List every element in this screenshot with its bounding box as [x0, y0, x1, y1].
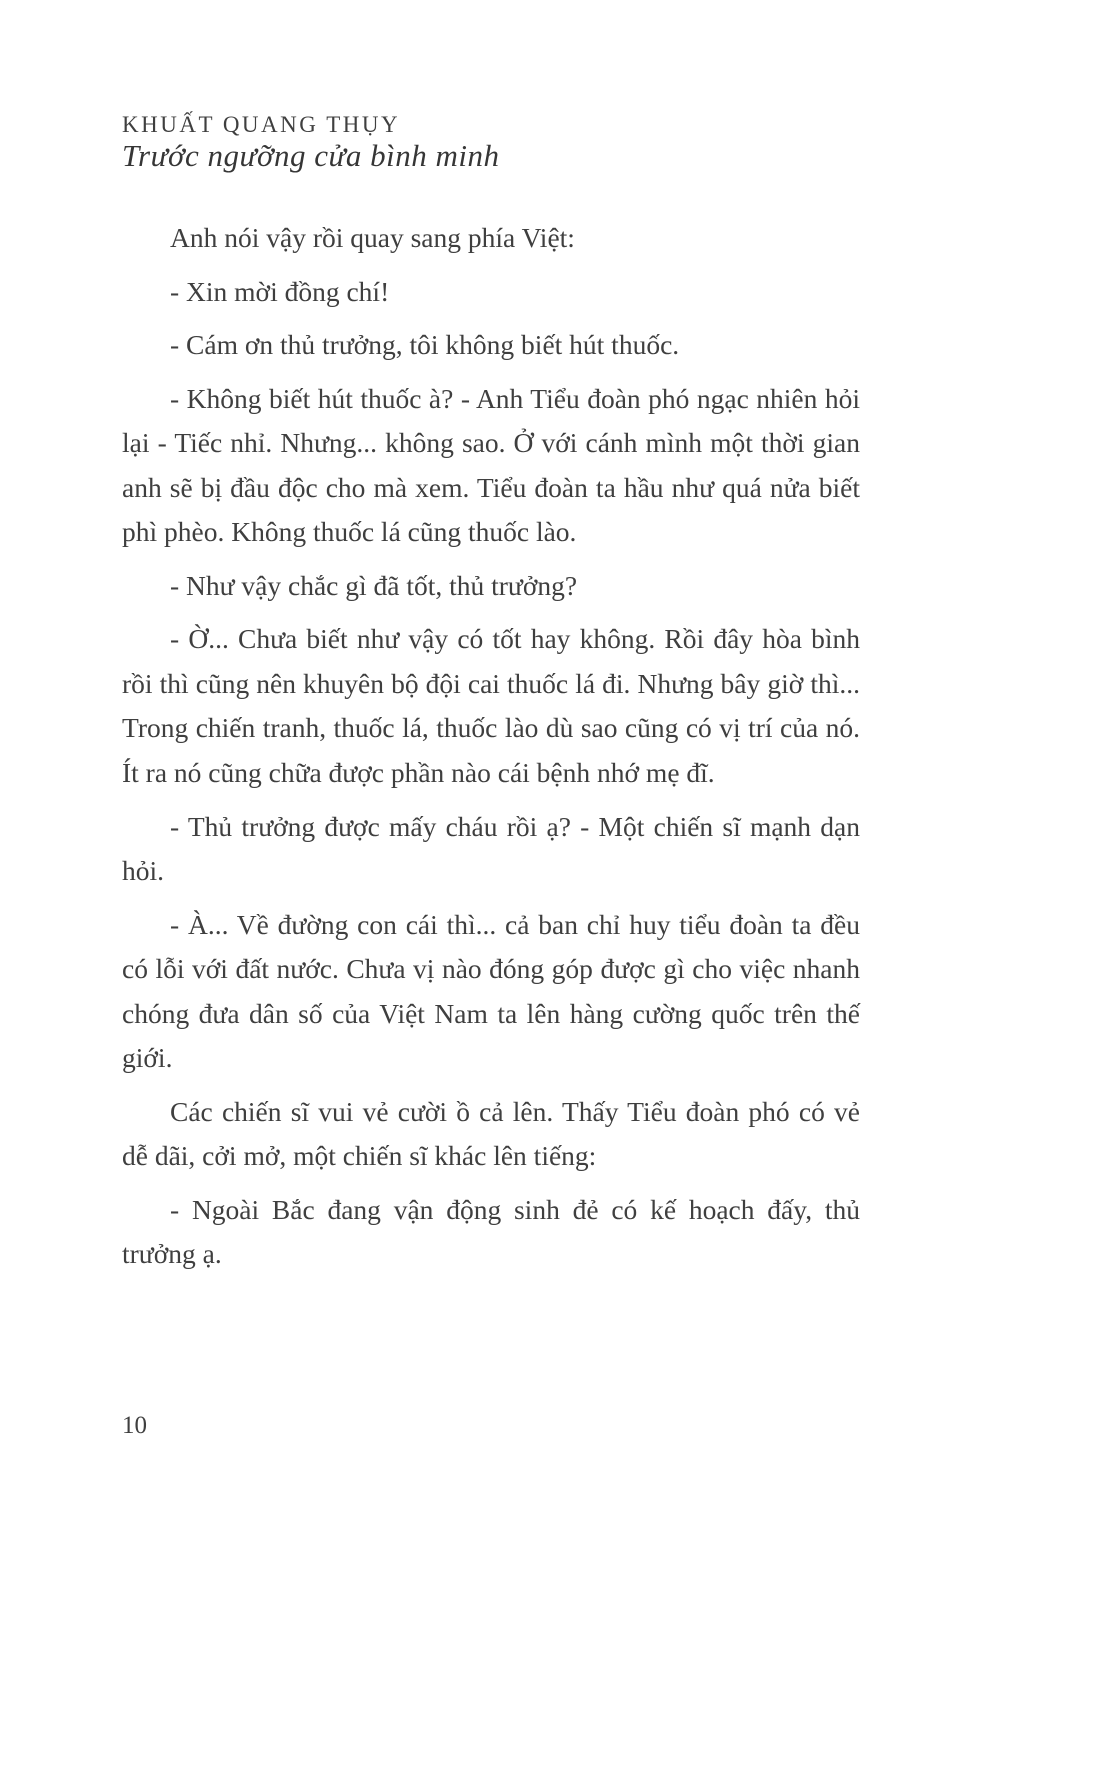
page-number: 10 — [122, 1412, 147, 1439]
paragraph: - Ờ... Chưa biết như vậy có tốt hay không. Rồi đây hòa bình rồi thì cũng nên khuyên bộ đội cai thuốc lá đi. Nhưng bây giờ thì... Trong chiến tranh, thuốc lá, thuốc lào dù sao cũng có vị trí của nó. Ít ra nó cũng chữa được phần nào cái bệnh nhớ mẹ đĩ. — [122, 623, 860, 789]
paragraph: - Xin mời đồng chí! — [170, 275, 390, 307]
paragraph: - Thủ trưởng được mấy cháu rồi ạ? - Một chiến sĩ mạnh dạn hỏi. — [122, 810, 860, 887]
paragraph: - À... Về đường con cái thì... cả ban chỉ huy tiểu đoàn ta đều có lỗi với đất nước. Chưa vị nào đóng góp được gì cho việc nhanh chóng đưa dân số của Việt Nam ta lên hàng cường quốc trên thế giới. — [122, 908, 860, 1074]
paragraph: - Như vậy chắc gì đã tốt, thủ trưởng? — [170, 569, 578, 601]
running-head — [122, 112, 860, 174]
paragraph: - Ngoài Bắc đang vận động sinh đẻ có kế hoạch đấy, thủ trưởng ạ. — [122, 1193, 860, 1270]
author-name: KHUẤT QUANG THỤY — [122, 112, 401, 137]
page-content — [122, 112, 860, 1286]
book-title: Trước ngưỡng cửa bình minh — [122, 138, 500, 173]
paragraph: Các chiến sĩ vui vẻ cười ồ cả lên. Thấy Tiểu đoàn phó có vẻ dễ dãi, cởi mở, một chiến sĩ khác lên tiếng: — [122, 1095, 860, 1172]
page-body — [122, 216, 860, 1277]
paragraph: - Cám ơn thủ trưởng, tôi không biết hút thuốc. — [170, 329, 680, 361]
paragraph: Anh nói vậy rồi quay sang phía Việt: — [170, 222, 575, 253]
paragraph: - Không biết hút thuốc à? - Anh Tiểu đoàn phó ngạc nhiên hỏi lại - Tiếc nhỉ. Nhưng... không sao. Ở với cánh mình một thời gian anh sẽ bị đầu độc cho mà xem. Tiểu đoàn ta hầu như quá nửa biết phì phèo. Không thuốc lá cũng thuốc lào. — [122, 382, 860, 548]
